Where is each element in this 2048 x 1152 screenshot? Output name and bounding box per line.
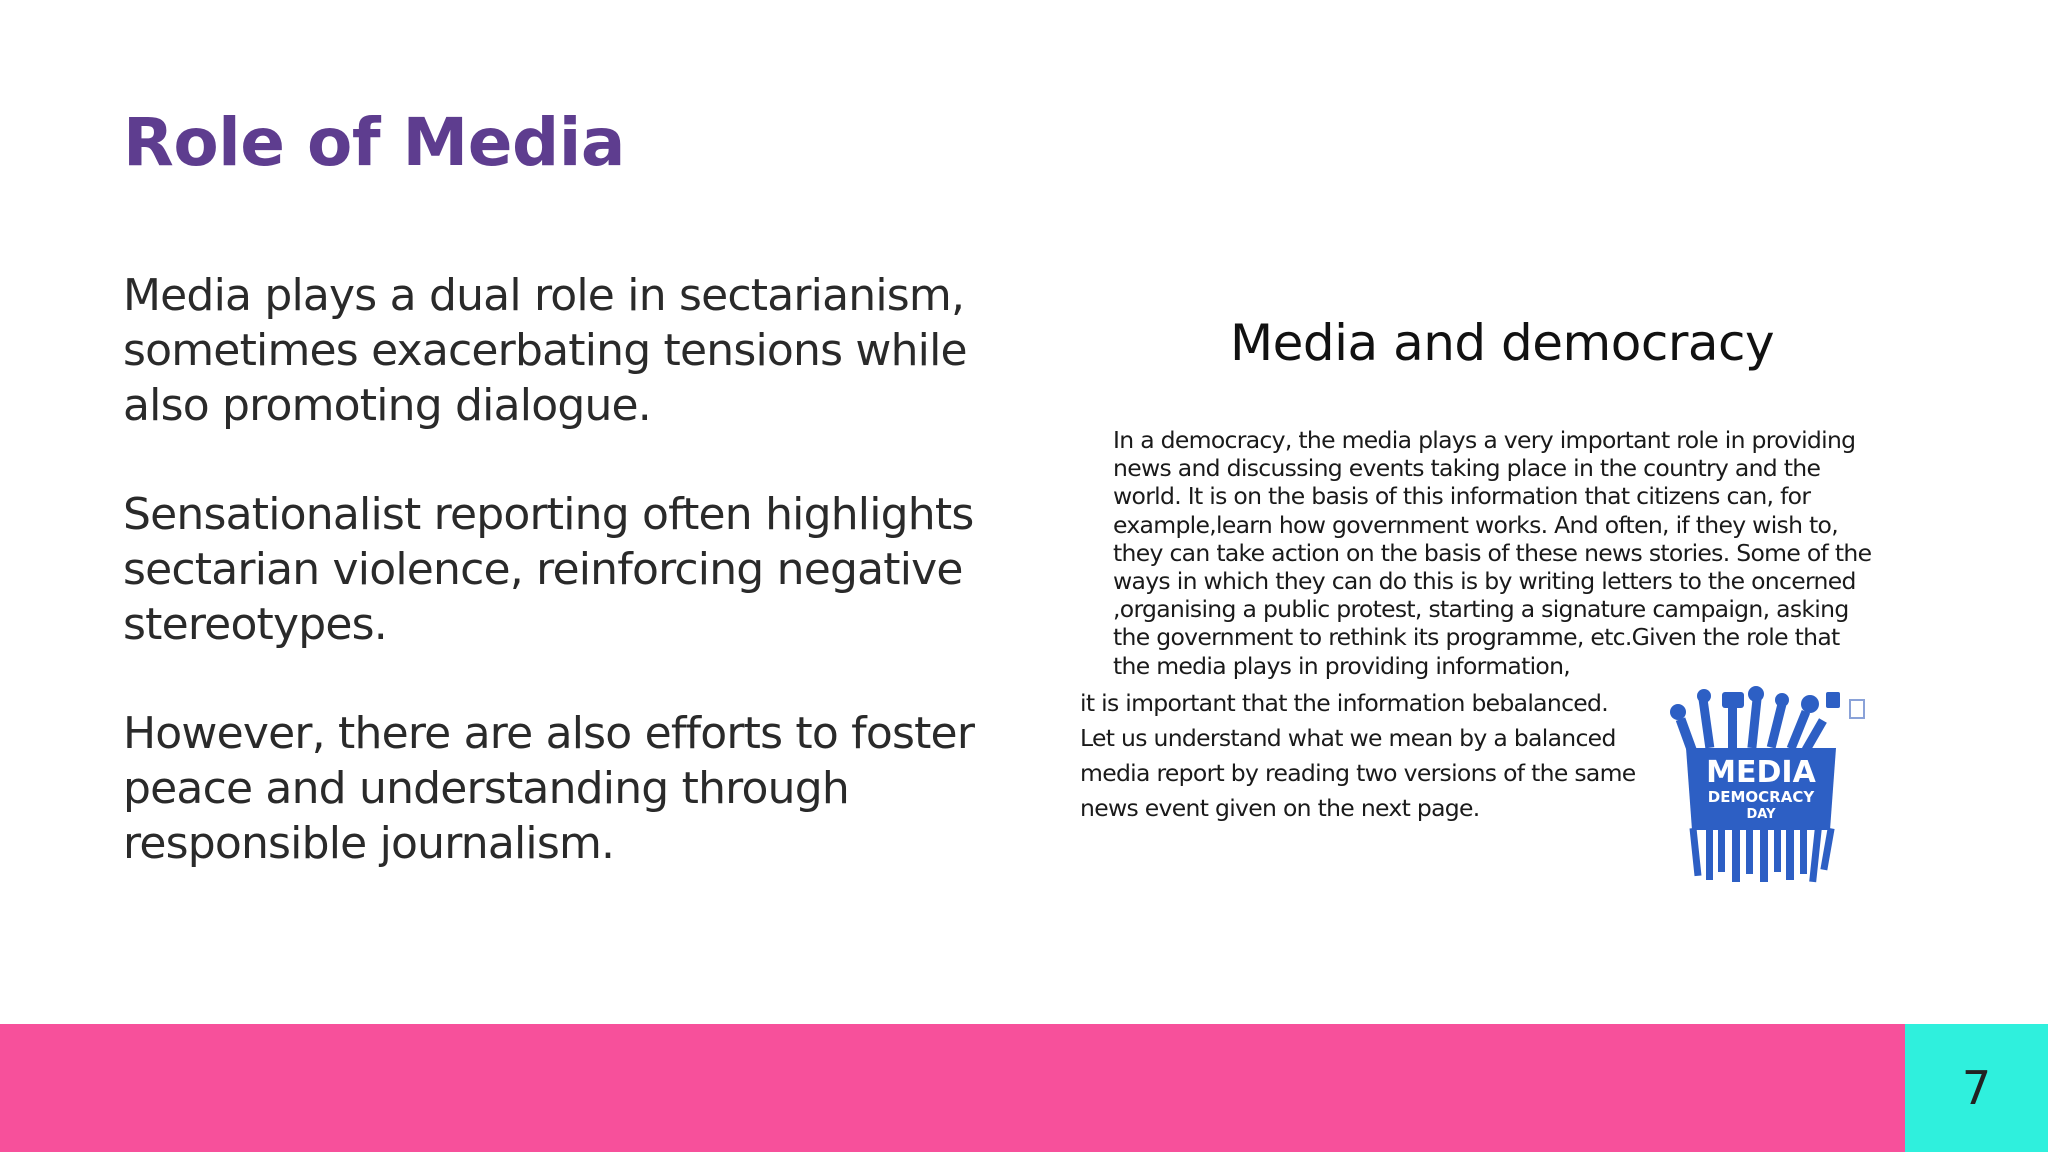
figure-line: it is important that the information bebalanced. (1080, 689, 1609, 717)
figure-line: ways in which they can do this is by writing letters to the oncerned (1113, 567, 1856, 596)
paragraph-dual-role: Media plays a dual role in sectarianism, sometimes exacerbating tensions while also promoting dialogue. (123, 270, 967, 431)
logo-text-media: MEDIA (1706, 755, 1816, 790)
figure-line: example,learn how government works. And often, if they wish to, (1113, 510, 1838, 539)
figure-line: In a democracy, the media plays a very important role in providing (1113, 426, 1856, 454)
figure-paragraph (1113, 426, 1903, 680)
media-democracy-image (1070, 300, 1910, 900)
slide-title: Role of Media (123, 104, 625, 181)
page-number-box (1905, 1024, 2048, 1152)
figure-line: media report by reading two versions of the same (1080, 759, 1636, 787)
figure-line: Let us understand what we mean by a balanced (1080, 724, 1616, 752)
figure-paragraph-2 (1080, 686, 1680, 826)
page-number: 7 (1961, 1061, 1992, 1115)
figure-line: the media plays in providing information, (1113, 651, 1571, 680)
media-democracy-day-logo-icon (1660, 678, 1870, 888)
figure-title: Media and democracy (1230, 314, 1775, 372)
figure-line: the government to rethink its programme, etc.Given the role that (1113, 623, 1840, 652)
figure-line: they can take action on the basis of these news stories. Some of the (1113, 538, 1872, 567)
paragraph-sensationalist: Sensationalist reporting often highlights sectarian violence, reinforcing negative stereotypes. (123, 489, 974, 650)
footer-bar (0, 1024, 1905, 1152)
figure-line: news event given on the next page. (1080, 794, 1480, 822)
paragraph-efforts: However, there are also efforts to foster peace and understanding through responsible journalism. (123, 708, 975, 869)
body-text (123, 268, 1023, 925)
figure-line: ,organising a public protest, starting a signature campaign, asking (1113, 595, 1849, 624)
logo-text-day: DAY (1746, 807, 1776, 822)
figure-line: world. It is on the basis of this information that citizens can, for (1113, 482, 1811, 511)
logo-text-democracy: DEMOCRACY (1707, 788, 1815, 806)
figure-line: news and discussing events taking place in the country and the (1113, 454, 1821, 483)
